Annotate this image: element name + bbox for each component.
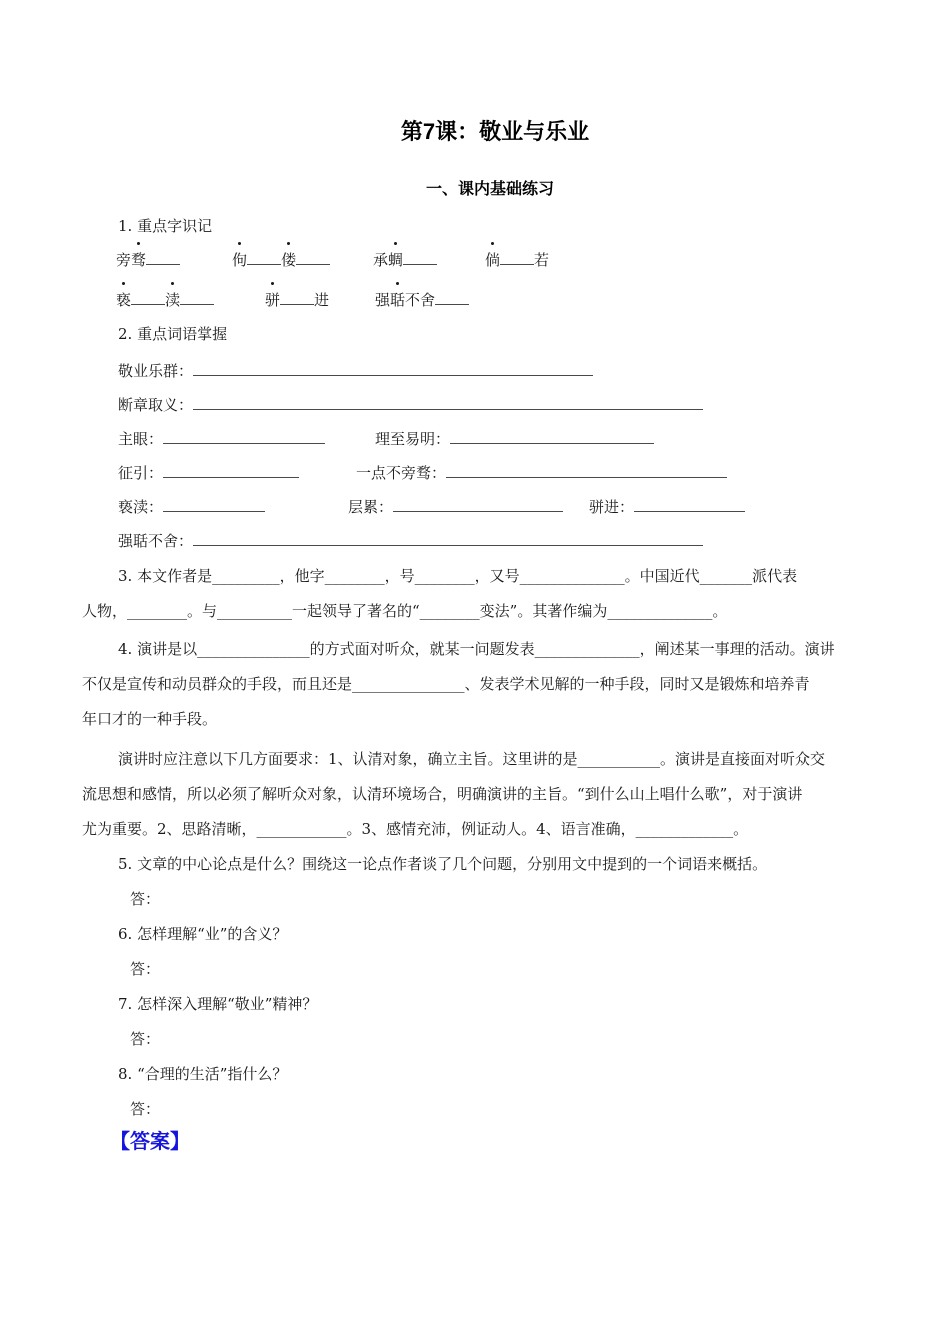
emphasized-char: 蜩 <box>388 251 404 269</box>
answers-heading: 【答案】 <box>110 1129 190 1153</box>
blank-field[interactable] <box>500 250 534 265</box>
q8-answer-label: 答： <box>130 1100 161 1118</box>
page-title: 第7课：敬业与乐业 <box>400 119 590 144</box>
q7-text: 7. 怎样深入理解“敬业”精神？ <box>118 995 318 1013</box>
char-text: 理至易明： <box>375 430 451 448</box>
emphasized-char: 佝 <box>232 251 248 269</box>
blank-field[interactable] <box>403 250 437 265</box>
speech-notes-line-3: 尤为重要。2、思路清晰，____________。3、感情充沛，例证动人。4、语言准确，_____________。 <box>82 820 749 838</box>
blank-field[interactable] <box>450 429 654 444</box>
char-text: 进 <box>314 291 330 309</box>
q4-line-3: 年口才的一种手段。 <box>82 710 218 728</box>
char-text: 若 <box>534 251 550 269</box>
field-group <box>589 497 745 517</box>
q5-answer-label: 答： <box>130 890 161 908</box>
blank-field[interactable] <box>193 361 593 376</box>
q6-answer-label: 答： <box>130 960 161 978</box>
blank-field[interactable] <box>163 429 325 444</box>
char-text: 承 <box>373 251 389 269</box>
emphasized-char: 渎 <box>165 291 181 309</box>
speech-notes-line-2: 流思想和感情，所以必须了解听众对象，认清环境场合，明确演讲的主旨。“到什么山上唱什么歌”，对于演讲 <box>82 785 803 803</box>
blank-field[interactable] <box>393 497 563 512</box>
q2-row-duanzhangquyi <box>0 395 950 419</box>
char-text: 强聒不舍： <box>118 532 194 550</box>
char-text: 敬业乐群： <box>118 362 194 380</box>
char-text: 骈进： <box>589 498 635 516</box>
char-text: 一点不旁骛： <box>356 464 447 482</box>
q5-text: 5. 文章的中心论点是什么？围绕这一论点作者谈了几个问题，分别用文中提到的一个词语来概括。 <box>118 855 768 873</box>
blank-field[interactable] <box>146 250 180 265</box>
blank-field[interactable] <box>247 250 281 265</box>
emphasized-char: 骈 <box>265 291 281 309</box>
q6-text: 6. 怎样理解“业”的含义？ <box>118 925 288 943</box>
char-text: 不舍 <box>405 291 436 309</box>
q2-label: 2. 重点词语掌握 <box>118 325 228 343</box>
q2-row-jingyelequn <box>0 361 950 385</box>
q1-label: 1. 重点字识记 <box>118 217 213 235</box>
blank-field[interactable] <box>435 290 469 305</box>
field-group <box>118 429 325 449</box>
char-text: 旁 <box>116 251 132 269</box>
field-group <box>485 250 549 270</box>
blank-field[interactable] <box>131 290 165 305</box>
blank-field[interactable] <box>193 531 703 546</box>
q4-line-2: 不仅是宣传和动员群众的手段，而且还是_______________、发表学术见解的一种手段，同时又是锻炼和培养青 <box>82 675 810 693</box>
field-group <box>375 429 654 449</box>
field-group <box>116 250 180 270</box>
blank-field[interactable] <box>634 497 745 512</box>
q3-line-1: 3. 本文作者是_________，他字________，号________，又号______________。中国近代_______派代表 <box>118 567 798 585</box>
q1-character-row-2 <box>0 290 950 314</box>
char-text: 亵渎： <box>118 498 164 516</box>
blank-field[interactable] <box>280 290 314 305</box>
emphasized-char: 亵 <box>116 291 132 309</box>
q1-character-row-1 <box>0 250 950 274</box>
field-group <box>356 463 727 483</box>
q8-text: 8. “合理的生活”指什么？ <box>118 1065 288 1083</box>
blank-field[interactable] <box>163 497 265 512</box>
field-group <box>375 290 469 310</box>
q7-answer-label: 答： <box>130 1030 161 1048</box>
char-text: 层累： <box>348 498 394 516</box>
field-group <box>118 497 265 517</box>
blank-field[interactable] <box>180 290 214 305</box>
emphasized-char: 聒 <box>390 291 406 309</box>
emphasized-char: 倘 <box>485 251 501 269</box>
q2-row-zhuyan <box>0 429 950 453</box>
field-group <box>265 290 329 310</box>
q2-row-zhengyin <box>0 463 950 487</box>
field-group <box>348 497 563 517</box>
q2-row-qiangguobushe <box>0 531 950 555</box>
emphasized-char: 骛 <box>131 251 147 269</box>
blank-field[interactable] <box>296 250 330 265</box>
char-text: 断章取义： <box>118 396 194 414</box>
field-group <box>232 250 330 270</box>
char-text: 征引： <box>118 464 164 482</box>
char-text: 主眼： <box>118 430 164 448</box>
field-group <box>118 531 703 551</box>
field-group <box>118 463 299 483</box>
q4-line-1: 4. 演讲是以_______________的方式面对听众，就某一问题发表______________，阐述某一事理的活动。演讲 <box>118 640 835 658</box>
blank-field[interactable] <box>193 395 703 410</box>
field-group <box>118 395 703 415</box>
field-group <box>373 250 437 270</box>
field-group <box>116 290 214 310</box>
q2-row-xiedu <box>0 497 950 521</box>
q3-line-2: 人物，________。与__________一起领导了著名的“________变法”。其著作编为______________。 <box>82 602 728 620</box>
speech-notes-line-1: 演讲时应注意以下几方面要求：1、认清对象，确立主旨。这里讲的是___________。演讲是直接面对听众交 <box>118 750 826 768</box>
blank-field[interactable] <box>163 463 299 478</box>
section-heading: 一、课内基础练习 <box>425 181 554 198</box>
blank-field[interactable] <box>446 463 727 478</box>
field-group <box>118 361 593 381</box>
char-text: 强 <box>375 291 391 309</box>
emphasized-char: 偻 <box>281 251 297 269</box>
